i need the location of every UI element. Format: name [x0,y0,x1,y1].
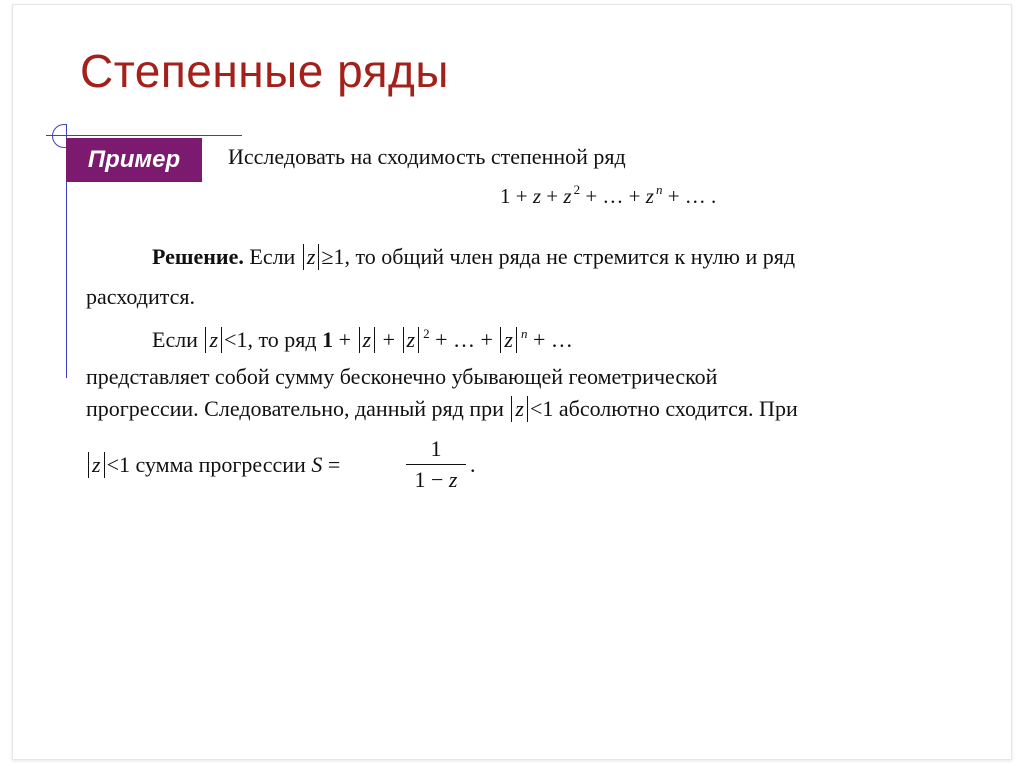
decor-horizontal-line [46,135,242,136]
series-formula: 1 + z + z $^2$ + … + z $^n$ + … . [500,182,717,208]
solution-line-4: представляет собой сумму бесконечно убывающей геометрической [86,364,718,389]
solution-line-3: Если z <1, то ряд 1 + z + z $^2$ + … + z $^n$ + … [152,326,573,352]
solution-line-1: Решение. Если z ≥1, то общий член ряда не стремится к нулю и ряд [152,244,796,269]
fraction-numerator: 1 [430,436,442,461]
solution-line-5: прогрессии. Следовательно, данный ряд при z <1 абсолютно сходится. При [86,396,798,421]
solution-line-2: расходится. [86,284,196,309]
fraction-bar [406,464,466,465]
solution-line-6: z <1 сумма прогрессии S = [86,452,340,478]
final-period: . [470,452,476,477]
slide-title: Степенные ряды [80,45,449,97]
example-badge: Пример [66,138,202,182]
task-text: Исследовать на сходимость степенной ряд [228,144,626,169]
sum-fraction [406,436,466,493]
fraction-denominator: 1 − z [414,467,458,492]
